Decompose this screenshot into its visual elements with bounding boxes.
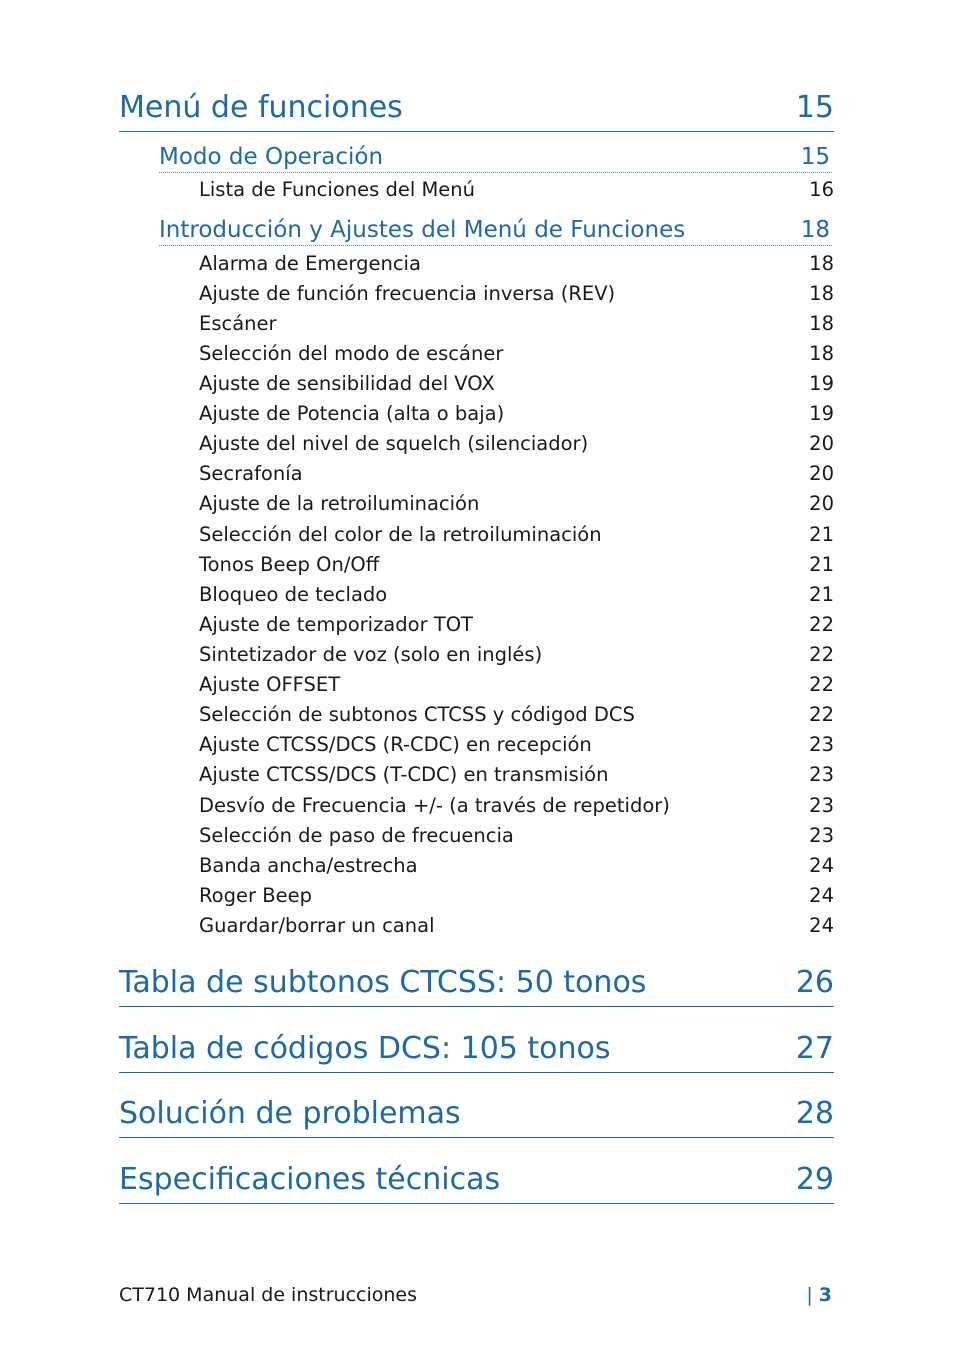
toc-entry-especificaciones[interactable] [119, 1154, 834, 1204]
toc-entry-introduccion[interactable] [159, 216, 832, 246]
footer-separator: | [806, 1284, 813, 1306]
toc-page: 21 [809, 583, 834, 606]
toc-title: Guardar/borrar un canal [199, 914, 435, 937]
toc-page: 24 [809, 854, 834, 877]
toc-page: 20 [809, 492, 834, 515]
toc-title: Alarma de Emergencia [199, 252, 421, 275]
toc-page: 22 [809, 703, 834, 726]
toc-page: 28 [795, 1096, 834, 1131]
toc-page: 24 [809, 914, 834, 937]
toc-item[interactable] [199, 763, 834, 793]
toc-title: Introducción y Ajustes del Menú de Funciones [159, 217, 686, 243]
toc-page: 18 [809, 342, 834, 365]
toc-entry-tabla-dcs[interactable] [119, 1023, 834, 1073]
toc-page: 15 [795, 90, 834, 125]
toc-title: Tonos Beep On/Off [199, 553, 380, 576]
toc-title: Secrafonía [199, 462, 303, 485]
toc-title: Ajuste CTCSS/DCS (T-CDC) en transmisión [199, 763, 609, 786]
toc-item[interactable] [199, 402, 834, 432]
toc-page: 22 [809, 613, 834, 636]
toc-page: 29 [795, 1162, 834, 1197]
toc-title: Menú de funciones [119, 90, 403, 125]
toc-page: 18 [809, 312, 834, 335]
toc-page: 18 [809, 282, 834, 305]
toc-item[interactable] [199, 553, 834, 583]
toc-page: 16 [809, 178, 834, 201]
toc-item[interactable] [199, 914, 834, 944]
toc-item[interactable] [199, 854, 834, 884]
toc-title: Ajuste de función frecuencia inversa (REV) [199, 282, 616, 305]
toc-page: 15 [800, 144, 830, 170]
toc-page: 19 [809, 402, 834, 425]
toc-item[interactable] [199, 252, 834, 282]
toc-title: Selección de paso de frecuencia [199, 824, 514, 847]
toc-title: Ajuste de la retroiluminación [199, 492, 480, 515]
toc-page: 21 [809, 523, 834, 546]
toc-title: Solución de problemas [119, 1096, 461, 1131]
toc-page: 27 [795, 1031, 834, 1066]
toc-item[interactable] [199, 282, 834, 312]
toc-entry-lista-funciones[interactable] [199, 178, 834, 208]
toc-page: 21 [809, 553, 834, 576]
toc-entry-tabla-ctcss[interactable] [119, 957, 834, 1007]
page-footer [119, 1284, 832, 1306]
toc-entry-modo-de-operacion[interactable] [159, 143, 832, 173]
toc-item[interactable] [199, 673, 834, 703]
toc-page: 19 [809, 372, 834, 395]
toc-title: Sintetizador de voz (solo en inglés) [199, 643, 543, 666]
toc-item[interactable] [199, 372, 834, 402]
toc-item[interactable] [199, 312, 834, 342]
toc-page: 18 [809, 252, 834, 275]
toc-item[interactable] [199, 643, 834, 673]
toc-title: Ajuste OFFSET [199, 673, 341, 696]
toc-title: Roger Beep [199, 884, 312, 907]
toc-page: 23 [809, 733, 834, 756]
toc-title: Bloqueo de teclado [199, 583, 388, 606]
toc-title: Selección del modo de escáner [199, 342, 504, 365]
toc-page: 23 [809, 763, 834, 786]
toc-page: 20 [809, 432, 834, 455]
toc-page: 26 [795, 965, 834, 1000]
toc-title: Lista de Funciones del Menú [199, 178, 475, 201]
toc-item[interactable] [199, 703, 834, 733]
toc-title: Modo de Operación [159, 144, 384, 170]
toc-title: Selección del color de la retroiluminación [199, 523, 602, 546]
toc-item[interactable] [199, 432, 834, 462]
toc-item[interactable] [199, 613, 834, 643]
toc-title: Tabla de subtonos CTCSS: 50 tonos [119, 965, 647, 1000]
toc-item[interactable] [199, 462, 834, 492]
toc-title: Tabla de códigos DCS: 105 tonos [119, 1031, 611, 1066]
toc-item[interactable] [199, 492, 834, 522]
toc-entry-solucion-problemas[interactable] [119, 1088, 834, 1138]
toc-title: Ajuste de sensibilidad del VOX [199, 372, 495, 395]
footer-page-indicator [806, 1284, 832, 1306]
footer-page-number: 3 [818, 1284, 832, 1306]
toc-item[interactable] [199, 583, 834, 613]
toc-title: Ajuste de temporizador TOT [199, 613, 473, 636]
toc-title: Ajuste de Potencia (alta o baja) [199, 402, 505, 425]
toc-page: 23 [809, 794, 834, 817]
toc-page: 22 [809, 673, 834, 696]
toc-title: Especificaciones técnicas [119, 1162, 501, 1197]
toc-title: Ajuste CTCSS/DCS (R-CDC) en recepción [199, 733, 592, 756]
toc-title: Selección de subtonos CTCSS y códigod DCS [199, 703, 635, 726]
toc-item[interactable] [199, 523, 834, 553]
toc-title: Desvío de Frecuencia +/- (a través de repetidor) [199, 794, 670, 817]
toc-title: Ajuste del nivel de squelch (silenciador) [199, 432, 589, 455]
toc-page: 24 [809, 884, 834, 907]
toc-title: Banda ancha/estrecha [199, 854, 418, 877]
toc-page: 22 [809, 643, 834, 666]
toc-item[interactable] [199, 824, 834, 854]
toc-item[interactable] [199, 733, 834, 763]
toc-page: 18 [800, 217, 830, 243]
toc-item[interactable] [199, 342, 834, 372]
toc-item[interactable] [199, 884, 834, 914]
footer-manual-title: CT710 Manual de instrucciones [119, 1284, 417, 1306]
toc-page: 20 [809, 462, 834, 485]
toc-page: 23 [809, 824, 834, 847]
toc-title: Escáner [199, 312, 277, 335]
toc-entry-menu-de-funciones[interactable] [119, 82, 834, 132]
toc-item[interactable] [199, 794, 834, 824]
